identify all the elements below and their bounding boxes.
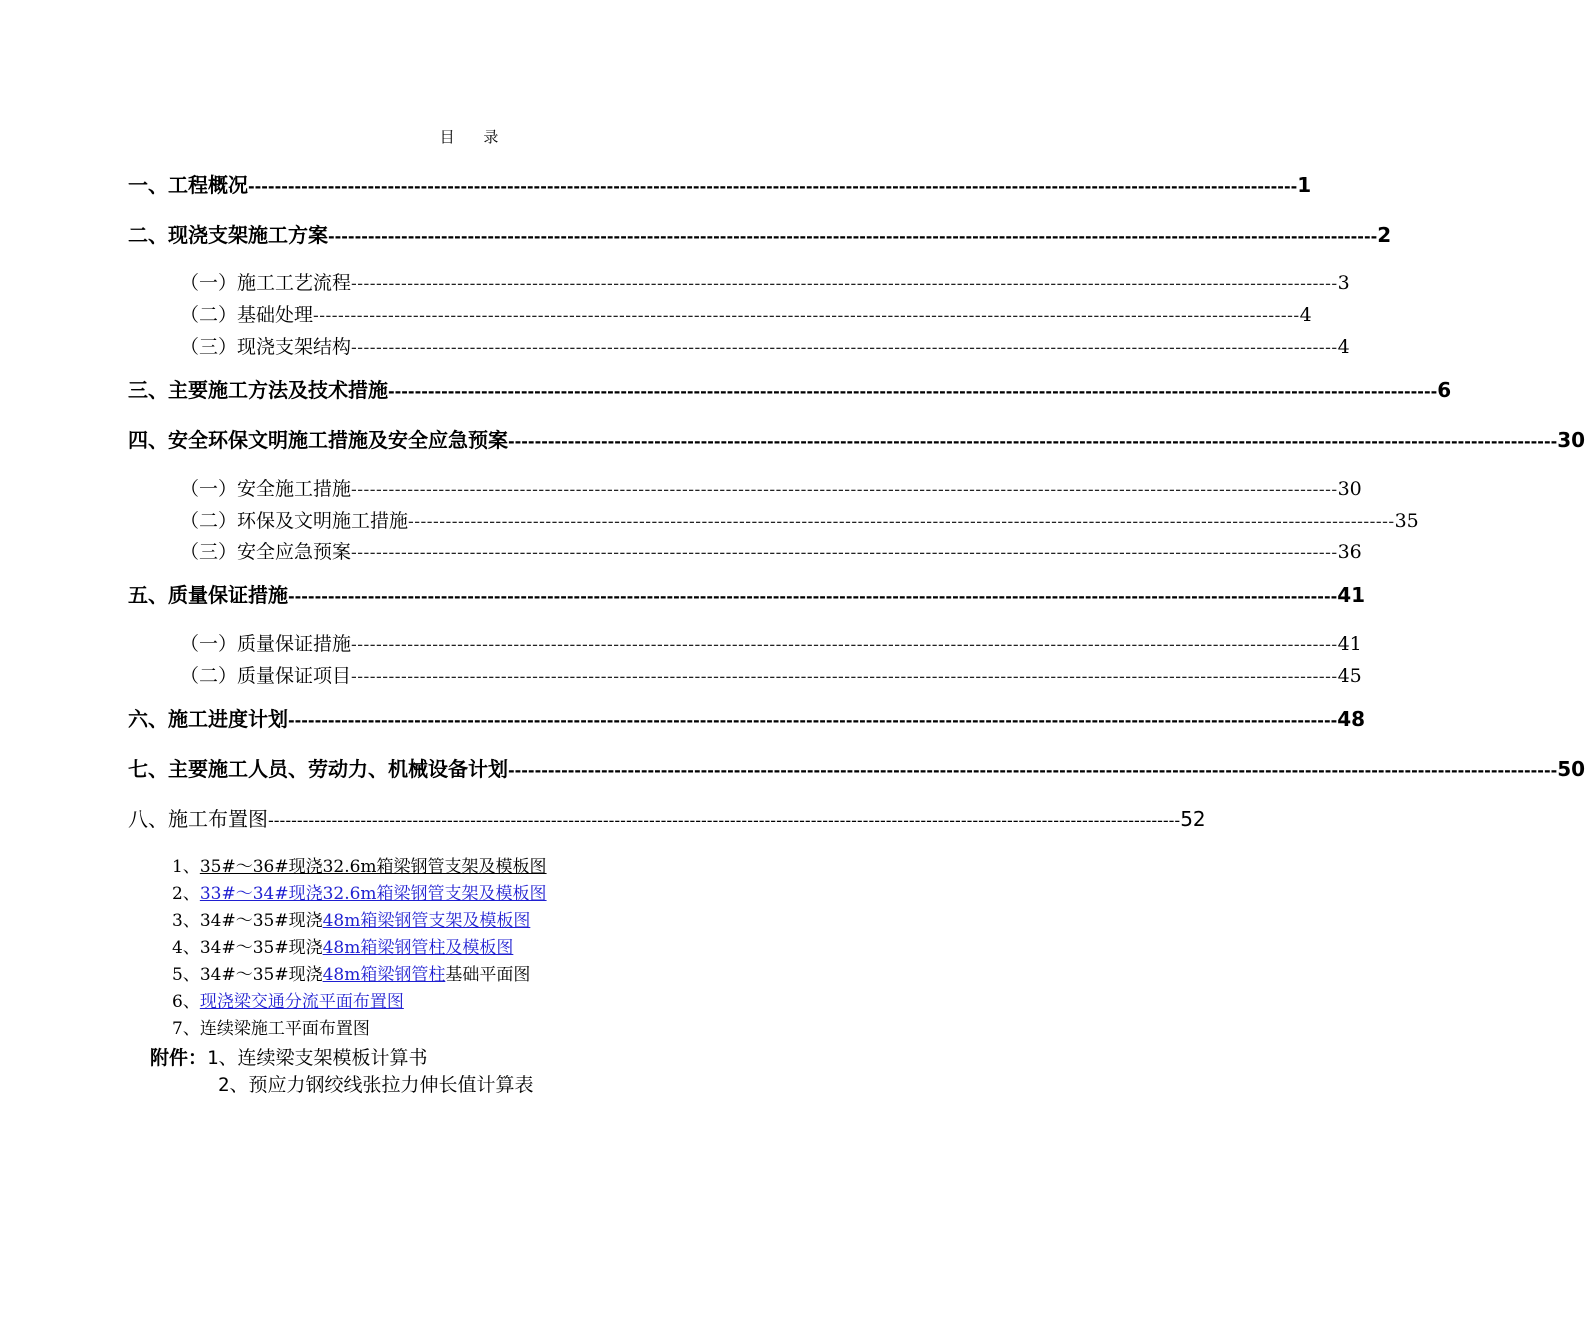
drawing-item-7 xyxy=(172,1014,370,1039)
toc-entry-2-2[interactable] xyxy=(180,300,1312,327)
toc-page-number: 48 xyxy=(1337,707,1366,731)
toc-page-number: 1 xyxy=(1297,173,1312,197)
toc-leader: -------------------------------------------------------------------------------------------------------------------------------------------------------------- xyxy=(388,382,1438,401)
drawing-suffix: 基础平面图 xyxy=(445,965,531,985)
toc-entry-5-1[interactable] xyxy=(180,629,1362,656)
toc-page-number: 30 xyxy=(1337,478,1362,500)
toc-entry-4-1[interactable] xyxy=(180,474,1362,501)
toc-leader: -------------------------------------------------------------------------------------------------------------------------------------------------------------- xyxy=(268,811,1181,830)
toc-entry-4-3[interactable] xyxy=(180,537,1362,564)
drawing-link[interactable]: 48m箱梁钢管柱及模板图 xyxy=(322,938,514,958)
toc-leader: -------------------------------------------------------------------------------------------------------------------------------------------------------------- xyxy=(328,227,1378,246)
toc-entry-2[interactable] xyxy=(128,219,1392,248)
toc-page-number: 45 xyxy=(1337,665,1362,687)
toc-entry-2-1[interactable] xyxy=(180,268,1350,295)
toc-entry-2-3[interactable] xyxy=(180,332,1350,359)
attachment-heading: 附件： xyxy=(150,1047,208,1069)
toc-entry-label: 六、施工进度计划 xyxy=(128,707,288,731)
attachment-item: 2、预应力钢绞线张拉力伸长值计算表 xyxy=(218,1074,534,1096)
toc-title: 目 录 xyxy=(439,128,511,146)
drawing-item-4 xyxy=(172,933,513,958)
toc-page-number: 36 xyxy=(1337,541,1362,563)
toc-entry-label: （二）环保及文明施工措施 xyxy=(180,510,409,532)
toc-page-number: 3 xyxy=(1337,272,1350,294)
toc-entry-label: 三、主要施工方法及技术措施 xyxy=(128,378,388,402)
drawing-prefix: 1、 xyxy=(172,857,200,877)
toc-entry-5[interactable] xyxy=(128,579,1366,608)
toc-page-number: 35 xyxy=(1394,510,1419,532)
toc-page-number: 4 xyxy=(1337,336,1350,358)
drawing-prefix: 7、连续梁施工平面布置图 xyxy=(172,1019,370,1039)
toc-entry-label: 四、安全环保文明施工措施及安全应急预案 xyxy=(128,428,508,452)
attachment-line-1 xyxy=(150,1043,427,1070)
toc-entry-label: （一）施工工艺流程 xyxy=(180,272,352,294)
toc-leader: -------------------------------------------------------------------------------------------------------------------------------------------------------------- xyxy=(288,587,1338,606)
toc-leader: -------------------------------------------------------------------------------------------------------------------------------------------------------------- xyxy=(351,543,1338,563)
toc-entry-7[interactable] xyxy=(128,753,1585,782)
toc-entry-6[interactable] xyxy=(128,703,1366,732)
drawing-link[interactable]: 35#～36#现浇32.6m箱梁钢管支架及模板图 xyxy=(199,857,547,877)
drawing-prefix: 5、34#～35#现浇 xyxy=(172,965,323,985)
toc-entry-label: （一）安全施工措施 xyxy=(180,478,352,500)
drawing-prefix: 3、34#～35#现浇 xyxy=(172,911,323,931)
toc-leader: -------------------------------------------------------------------------------------------------------------------------------------------------------------- xyxy=(313,306,1300,326)
drawing-item-2 xyxy=(172,879,547,904)
toc-leader: -------------------------------------------------------------------------------------------------------------------------------------------------------------- xyxy=(351,635,1338,655)
toc-leader: -------------------------------------------------------------------------------------------------------------------------------------------------------------- xyxy=(351,338,1338,358)
toc-entry-4[interactable] xyxy=(128,424,1585,453)
attachment-line-2 xyxy=(218,1070,533,1097)
drawing-item-6 xyxy=(172,987,404,1012)
toc-page-number: 50 xyxy=(1557,757,1585,781)
toc-entry-5-2[interactable] xyxy=(180,661,1362,688)
toc-entry-label: （二）质量保证项目 xyxy=(180,665,352,687)
toc-entry-label: 二、现浇支架施工方案 xyxy=(128,223,328,247)
toc-page-number: 52 xyxy=(1180,807,1206,831)
toc-entry-label: （三）安全应急预案 xyxy=(180,541,352,563)
toc-entry-3[interactable] xyxy=(128,374,1452,403)
drawing-link[interactable]: 现浇梁交通分流平面布置图 xyxy=(199,992,404,1012)
toc-entry-label: 五、质量保证措施 xyxy=(128,583,288,607)
toc-entry-4-2[interactable] xyxy=(180,506,1419,533)
toc-leader: -------------------------------------------------------------------------------------------------------------------------------------------------------------- xyxy=(408,512,1395,532)
toc-leader: -------------------------------------------------------------------------------------------------------------------------------------------------------------- xyxy=(248,177,1298,196)
toc-page-number: 41 xyxy=(1337,583,1366,607)
toc-page-number: 41 xyxy=(1337,633,1362,655)
drawing-prefix: 6、 xyxy=(172,992,200,1012)
drawing-prefix: 2、 xyxy=(172,884,200,904)
toc-entry-label: （三）现浇支架结构 xyxy=(180,336,352,358)
attachment-item: 1、连续梁支架模板计算书 xyxy=(207,1047,428,1069)
drawing-item-1 xyxy=(172,852,547,877)
toc-leader: -------------------------------------------------------------------------------------------------------------------------------------------------------------- xyxy=(508,432,1558,451)
toc-entry-label: 八、施工布置图 xyxy=(128,807,268,831)
toc-leader: -------------------------------------------------------------------------------------------------------------------------------------------------------------- xyxy=(351,667,1338,687)
drawing-link[interactable]: 48m箱梁钢管支架及模板图 xyxy=(322,911,531,931)
drawing-item-3 xyxy=(172,906,530,931)
drawing-link[interactable]: 48m箱梁钢管柱 xyxy=(322,965,446,985)
drawing-item-5 xyxy=(172,960,530,985)
toc-entry-8[interactable] xyxy=(128,803,1206,832)
toc-page-number: 6 xyxy=(1437,378,1452,402)
toc-page-number: 4 xyxy=(1299,304,1312,326)
toc-entry-label: 七、主要施工人员、劳动力、机械设备计划 xyxy=(128,757,508,781)
toc-page-number: 30 xyxy=(1557,428,1585,452)
toc-leader: -------------------------------------------------------------------------------------------------------------------------------------------------------------- xyxy=(351,274,1338,294)
toc-leader: -------------------------------------------------------------------------------------------------------------------------------------------------------------- xyxy=(288,711,1338,730)
toc-entry-1[interactable] xyxy=(128,169,1312,198)
toc-leader: -------------------------------------------------------------------------------------------------------------------------------------------------------------- xyxy=(508,761,1558,780)
toc-page-number: 2 xyxy=(1377,223,1392,247)
toc-entry-label: （二）基础处理 xyxy=(180,304,314,326)
toc-entry-label: （一）质量保证措施 xyxy=(180,633,352,655)
drawing-link[interactable]: 33#～34#现浇32.6m箱梁钢管支架及模板图 xyxy=(199,884,547,904)
toc-leader: -------------------------------------------------------------------------------------------------------------------------------------------------------------- xyxy=(351,480,1338,500)
toc-entry-label: 一、工程概况 xyxy=(128,173,248,197)
drawing-prefix: 4、34#～35#现浇 xyxy=(172,938,323,958)
